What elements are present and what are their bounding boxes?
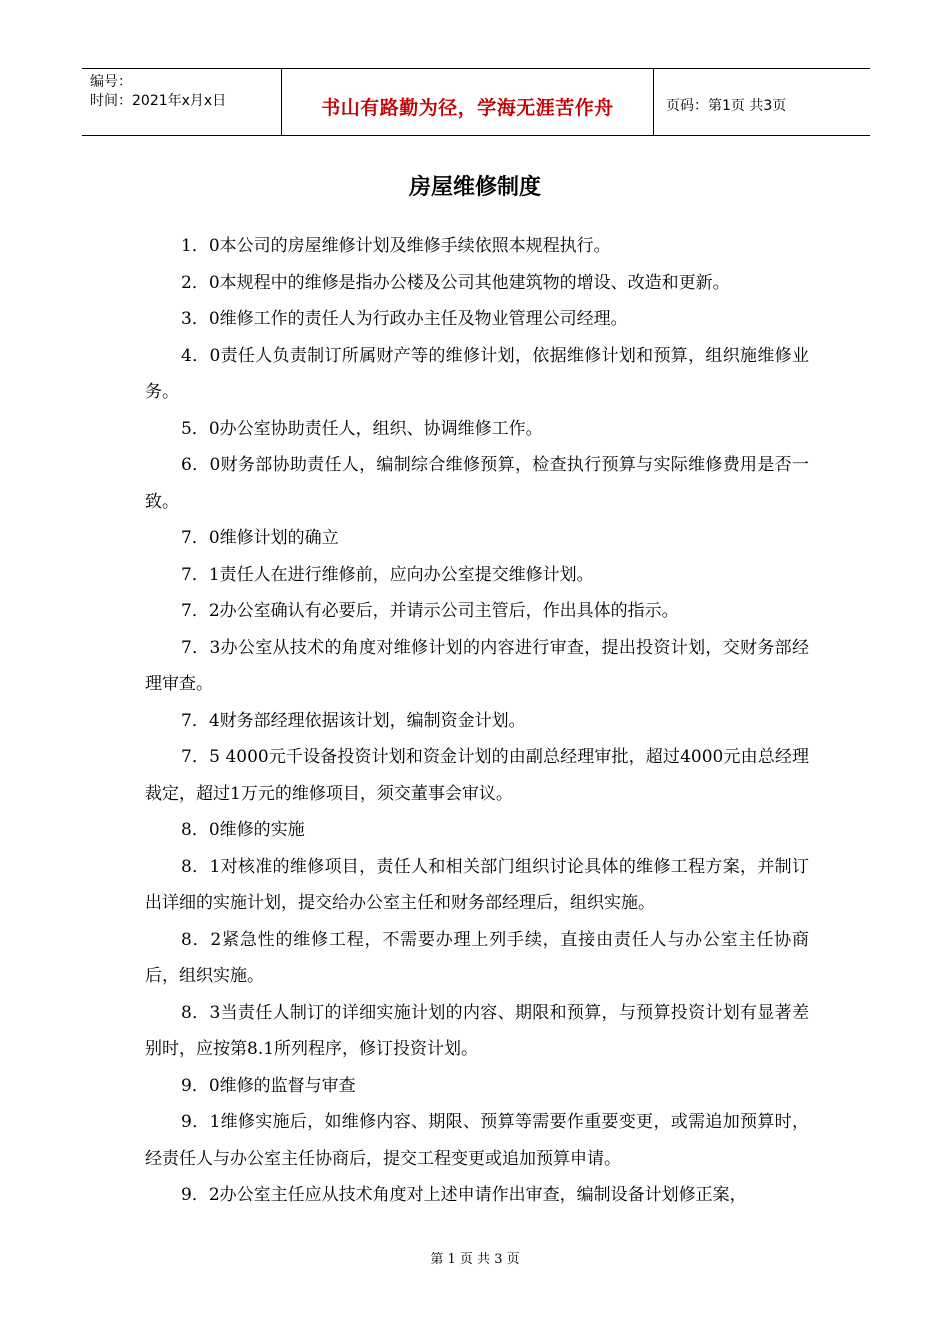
paragraph: 2．0本规程中的维修是指办公楼及公司其他建筑物的增设、改造和更新。 [181,272,730,293]
header-table [82,68,870,136]
paragraph: 7．5 4000元千设备投资计划和资金计划的由副总经理审批，超过4000元由总经理裁定，超过1万元的维修项目，须交董事会审议。 [145,747,809,804]
page-footer: 第 1 页 共 3 页 [430,1252,520,1267]
paragraph: 7．3办公室从技术的角度对维修计划的内容进行审查，提出投资计划，交财务部经理审查。 [145,637,809,694]
header-motto-cell [282,69,654,135]
document-number-label: 编号： [90,74,132,90]
page-info: 页码：第1页 共3页 [666,98,787,114]
paragraph: 7．4财务部经理依据该计划，编制资金计划。 [181,710,526,731]
paragraph: 8．3当责任人制订的详细实施计划的内容、期限和预算，与预算投资计划有显著差别时，应按第8.1所列程序，修订投资计划。 [145,1002,809,1059]
paragraph: 7．2办公室确认有必要后，并请示公司主管后，作出具体的指示。 [181,601,679,621]
header-left-cell [82,69,282,135]
paragraph: 9．2办公室主任应从技术角度对上述申请作出审查，编制设备计划修正案， [181,1185,747,1205]
document-body [145,228,809,1214]
paragraph: 9．1维修实施后，如维修内容、期限、预算等需要作重要变更，或需追加预算时，经责任人与办公室主任协商后，提交工程变更或追加预算申请。 [145,1112,809,1169]
paragraph: 7．0维修计划的确立 [181,528,339,548]
document-title: 房屋维修制度 [408,175,541,200]
motto-text: 书山有路勤为径，学海无涯苦作舟 [321,97,614,119]
paragraph: 6．0财务部协助责任人，编制综合维修预算，检查执行预算与实际维修费用是否一致。 [145,455,809,512]
paragraph: 1．0本公司的房屋维修计划及维修手续依照本规程执行。 [181,236,611,256]
paragraph: 9．0维修的监督与审查 [181,1075,356,1096]
paragraph: 7．1责任人在进行维修前，应向办公室提交维修计划。 [181,564,594,585]
document-date-label: 时间：2021年x月x日 [90,93,227,109]
paragraph: 8．2紧急性的维修工程，不需要办理上列手续，直接由责任人与办公室主任协商后，组织实施。 [145,929,809,986]
paragraph: 4．0责任人负责制订所属财产等的维修计划，依据维修计划和预算，组织施维修业务。 [145,345,809,402]
header-page-cell [654,69,870,135]
paragraph: 8．1对核准的维修项目，责任人和相关部门组织讨论具体的维修工程方案，并制订出详细的实施计划，提交给办公室主任和财务部经理后，组织实施。 [145,856,809,913]
paragraph: 8．0维修的实施 [181,820,305,840]
paragraph: 3．0维修工作的责任人为行政办主任及物业管理公司经理。 [181,309,628,329]
paragraph: 5．0办公室协助责任人，组织、协调维修工作。 [181,418,543,439]
